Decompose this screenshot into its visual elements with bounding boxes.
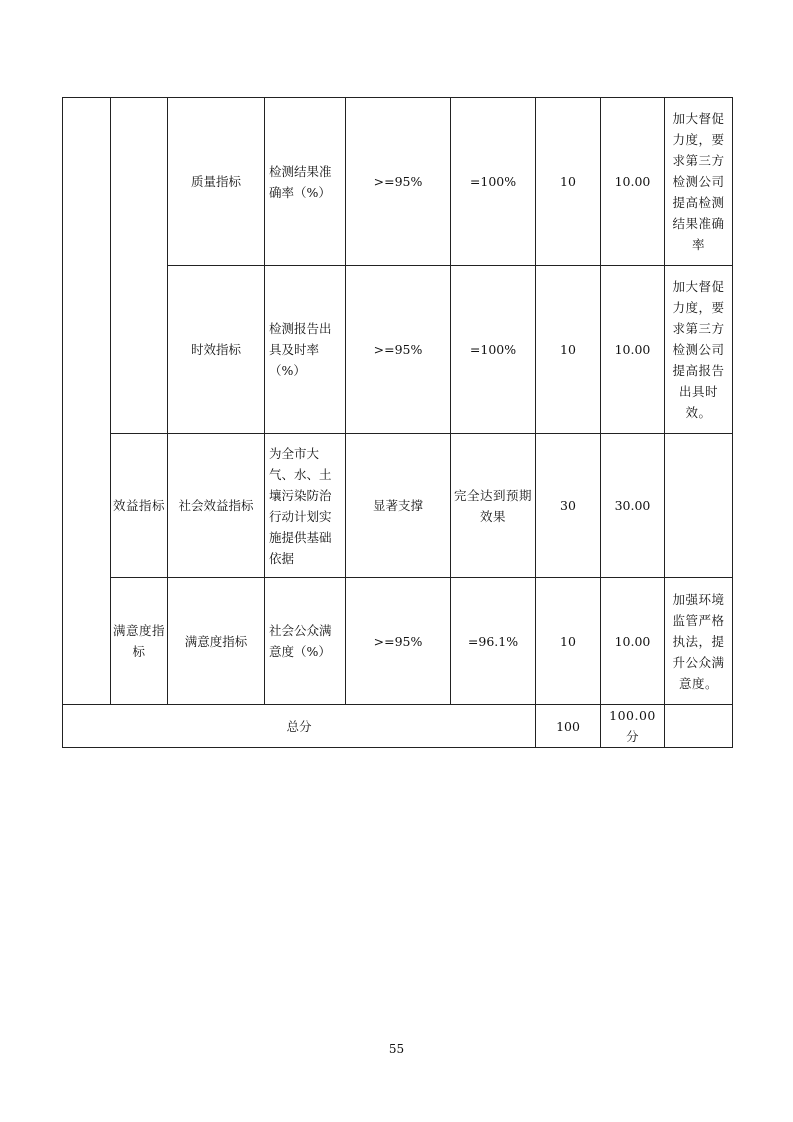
note-cell bbox=[665, 434, 733, 578]
target-cell: >=95% bbox=[346, 98, 451, 266]
score-cell: 10.00 bbox=[601, 98, 665, 266]
total-weight: 100 bbox=[536, 705, 601, 748]
category-cell: 满意度指标 bbox=[111, 578, 168, 705]
subcategory-cell: 社会效益指标 bbox=[168, 434, 265, 578]
actual-cell: =100% bbox=[451, 266, 536, 434]
page-number: 55 bbox=[388, 1042, 405, 1056]
score-cell: 10.00 bbox=[601, 266, 665, 434]
score-cell: 10.00 bbox=[601, 578, 665, 705]
category-cell bbox=[111, 98, 168, 434]
target-cell: 显著支撑 bbox=[346, 434, 451, 578]
table-row bbox=[63, 98, 733, 266]
weight-cell: 30 bbox=[536, 434, 601, 578]
actual-cell: =100% bbox=[451, 98, 536, 266]
note-cell: 加强环境监管严格执法，提升公众满意度。 bbox=[665, 578, 733, 705]
category-cell: 效益指标 bbox=[111, 434, 168, 578]
indicator-cell: 为全市大气、水、土壤污染防治行动计划实施提供基础依据 bbox=[265, 434, 346, 578]
subcategory-cell: 时效指标 bbox=[168, 266, 265, 434]
actual-cell: 完全达到预期效果 bbox=[451, 434, 536, 578]
actual-cell: =96.1% bbox=[451, 578, 536, 705]
subcategory-cell: 满意度指标 bbox=[168, 578, 265, 705]
total-row bbox=[63, 705, 733, 748]
performance-table bbox=[62, 97, 733, 748]
indicator-cell: 检测结果准确率（%） bbox=[265, 98, 346, 266]
total-note bbox=[665, 705, 733, 748]
total-score: 100.00分 bbox=[601, 705, 665, 748]
level1-cell bbox=[63, 98, 111, 705]
table-row bbox=[63, 434, 733, 578]
weight-cell: 10 bbox=[536, 266, 601, 434]
indicator-cell: 检测报告出具及时率（%） bbox=[265, 266, 346, 434]
target-cell: >=95% bbox=[346, 266, 451, 434]
note-cell: 加大督促力度，要求第三方检测公司提高报告出具时效。 bbox=[665, 266, 733, 434]
table-row bbox=[63, 578, 733, 705]
score-cell: 30.00 bbox=[601, 434, 665, 578]
target-cell: >=95% bbox=[346, 578, 451, 705]
weight-cell: 10 bbox=[536, 98, 601, 266]
indicator-cell: 社会公众满意度（%） bbox=[265, 578, 346, 705]
note-cell: 加大督促力度，要求第三方检测公司提高检测结果准确率 bbox=[665, 98, 733, 266]
total-label: 总分 bbox=[63, 705, 536, 748]
subcategory-cell: 质量指标 bbox=[168, 98, 265, 266]
weight-cell: 10 bbox=[536, 578, 601, 705]
